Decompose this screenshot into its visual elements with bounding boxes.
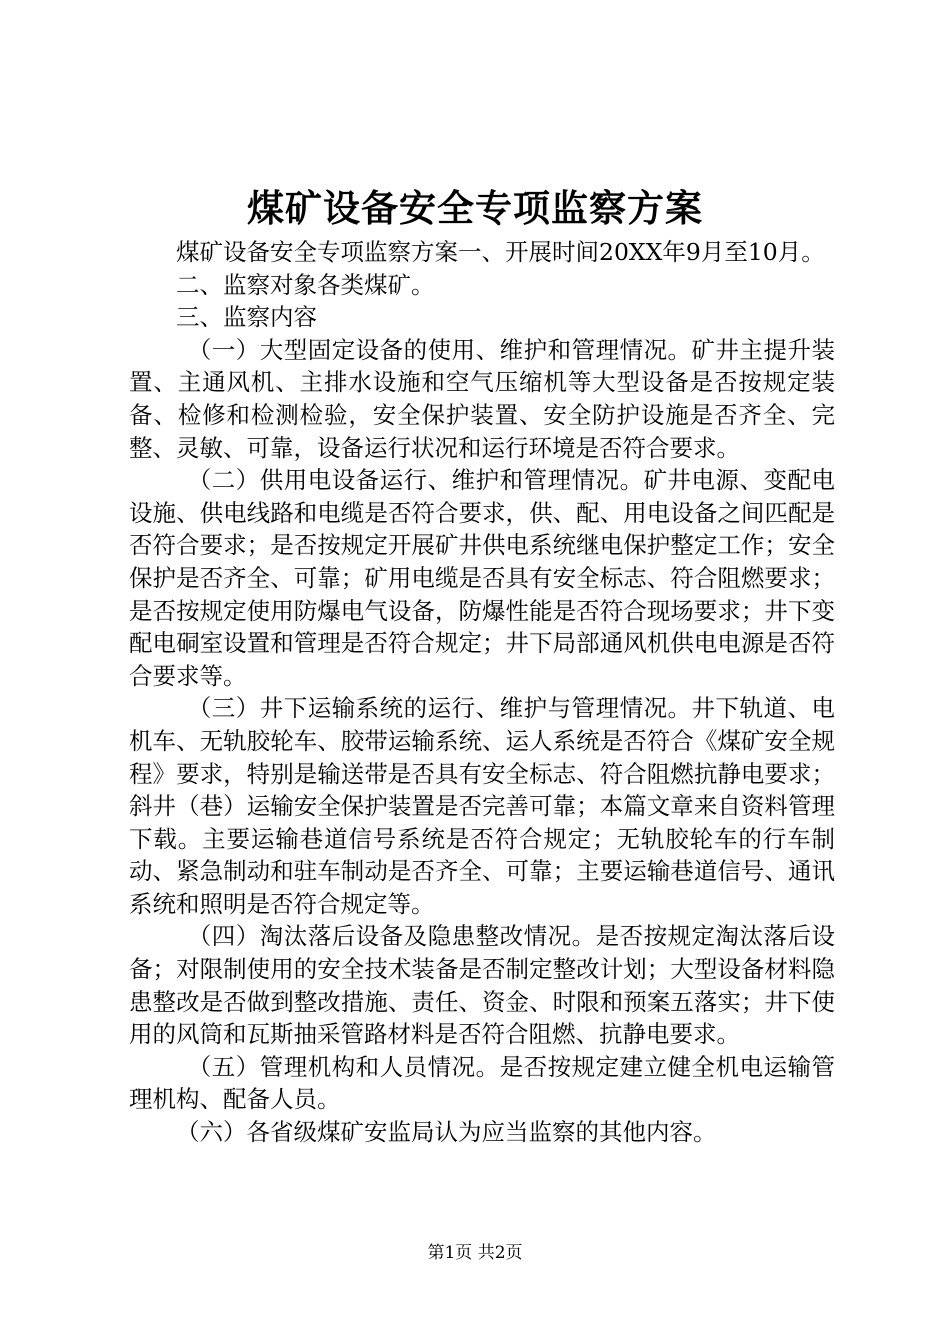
paragraph-intro: 煤矿设备安全专项监察方案一、开展时间20XX年9月至10月。 <box>176 238 825 266</box>
document-title: 煤矿设备安全专项监察方案 <box>247 186 703 230</box>
paragraph-item-1: （一）大型固定设备的使用、维护和管理情况。矿井主提升装置、主通风机、主排水设施和空气压缩机等大型设备是否按规定装备、检修和检测检验，安全保护装置、安全防护设施是否齐全、完整、灵敏、可靠，设备运行状况和运行环境是否符合要求。 <box>129 335 835 462</box>
paragraph-item-2: （二）供用电设备运行、维护和管理情况。矿井电源、变配电设施、供电线路和电缆是否符合要求，供、配、用电设备之间匹配是否符合要求；是否按规定开展矿井供电系统继电保护整定工作；安全保护是否齐全、可靠；矿用电缆是否具有安全标志、符合阻燃要求；是否按规定使用防爆电气设备，防爆性能是否符合现场要求；井下变配电硐室设置和管理是否符合规定；井下局部通风机供电电源是否符合要求等。 <box>129 466 835 690</box>
paragraph-item-6: （六）各省级煤矿安监局认为应当监察的其他内容。 <box>176 1118 717 1147</box>
paragraph-section-3: 三、监察内容 <box>176 303 317 332</box>
paragraph-item-4: （四）淘汰落后设备及隐患整改情况。是否按规定淘汰落后设备；对限制使用的安全技术装备是否制定整改计划；大型设备材料隐患整改是否做到整改措施、责任、资金、时限和预案五落实；井下使用的风筒和瓦斯抽采管路材料是否符合阻燃、抗静电要求。 <box>129 922 835 1049</box>
paragraph-section-2: 二、监察对象各类煤矿。 <box>176 270 435 299</box>
paragraph-item-5: （五）管理机构和人员情况。是否按规定建立健全机电运输管理机构、配备人员。 <box>129 1052 835 1114</box>
page-footer: 第1页 共2页 <box>427 1243 523 1263</box>
document-body <box>129 236 835 1149</box>
paragraph-item-3: （三）井下运输系统的运行、维护与管理情况。井下轨道、电机车、无轨胶轮车、胶带运输系统、运人系统是否符合《煤矿安全规程》要求，特别是输送带是否具有安全标志、符合阻燃抗静电要求；斜井（巷）运输安全保护装置是否完善可靠；本篇文章来自资料管理下载。主要运输巷道信号系统是否符合规定；无轨胶轮车的行车制动、紧急制动和驻车制动是否齐全、可靠；主要运输巷道信号、通讯系统和照明是否符合规定等。 <box>129 694 835 918</box>
